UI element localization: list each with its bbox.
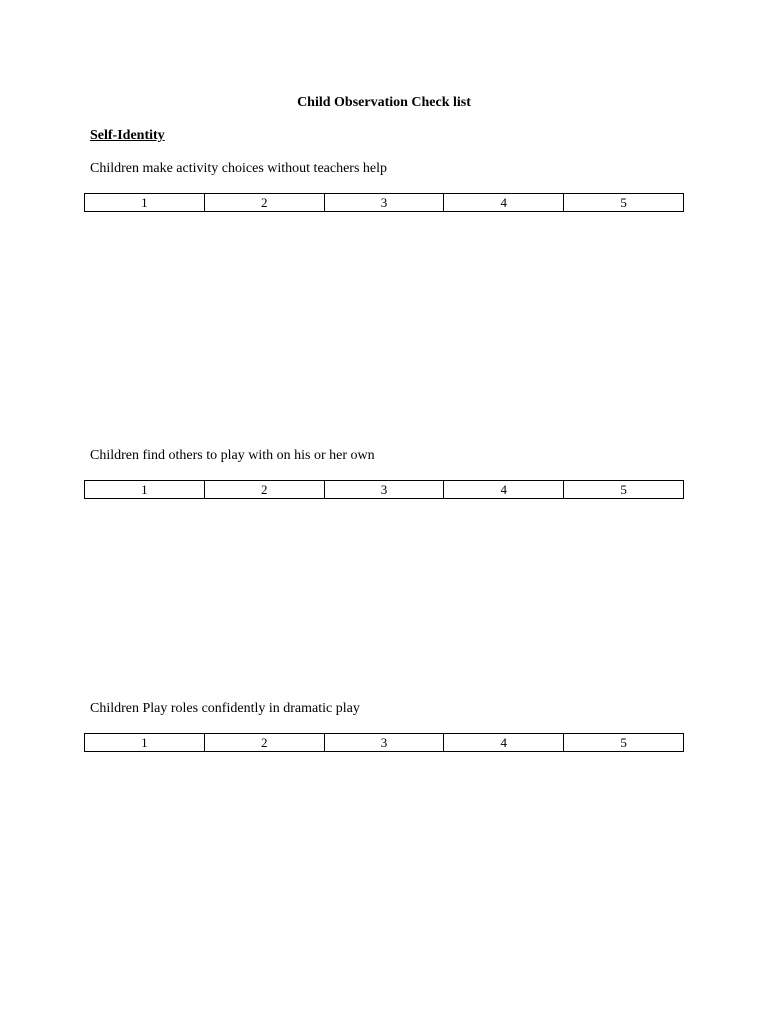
- rating-cell-3[interactable]: 3: [324, 734, 444, 752]
- rating-cell-4[interactable]: 4: [444, 194, 564, 212]
- rating-row: [85, 194, 684, 212]
- page-title: Child Observation Check list: [297, 95, 471, 110]
- question-3-text: Children Play roles confidently in dramatic play: [90, 701, 360, 716]
- rating-cell-5[interactable]: 5: [564, 734, 684, 752]
- rating-cell-1[interactable]: 1: [85, 481, 205, 499]
- rating-cell-4[interactable]: 4: [444, 734, 564, 752]
- rating-cell-1[interactable]: 1: [85, 734, 205, 752]
- rating-scale-3: [84, 733, 684, 752]
- rating-row: [85, 734, 684, 752]
- rating-cell-1[interactable]: 1: [85, 194, 205, 212]
- rating-cell-2[interactable]: 2: [204, 481, 324, 499]
- rating-cell-3[interactable]: 3: [324, 194, 444, 212]
- rating-scale-2: [84, 480, 684, 499]
- rating-scale-1: [84, 193, 684, 212]
- rating-row: [85, 481, 684, 499]
- rating-cell-2[interactable]: 2: [204, 194, 324, 212]
- rating-cell-5[interactable]: 5: [564, 194, 684, 212]
- section-heading: Self-Identity: [90, 128, 165, 143]
- rating-cell-4[interactable]: 4: [444, 481, 564, 499]
- rating-cell-2[interactable]: 2: [204, 734, 324, 752]
- question-2-text: Children find others to play with on his or her own: [90, 448, 375, 463]
- question-1-text: Children make activity choices without teachers help: [90, 161, 388, 176]
- rating-cell-3[interactable]: 3: [324, 481, 444, 499]
- rating-cell-5[interactable]: 5: [564, 481, 684, 499]
